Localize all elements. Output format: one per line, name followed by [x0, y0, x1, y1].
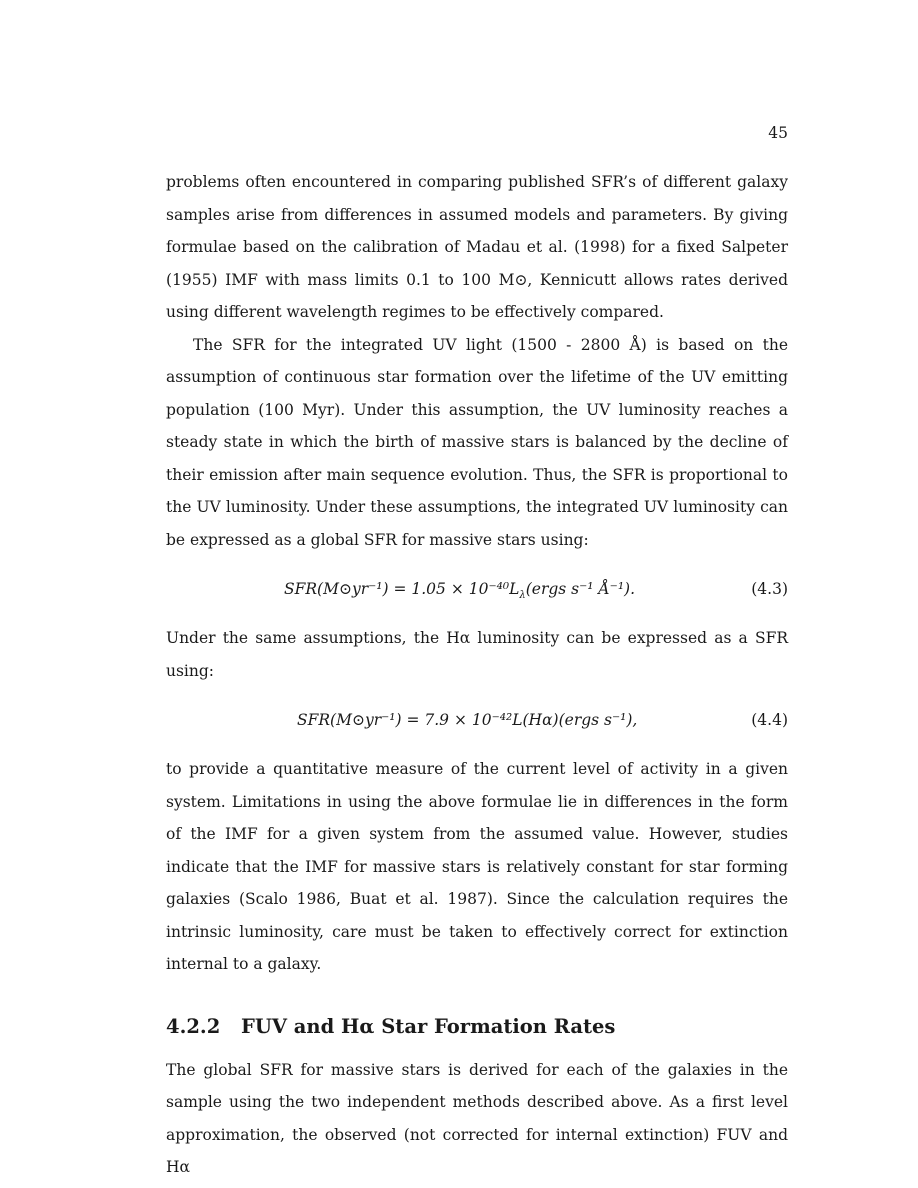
page-body	[166, 166, 788, 1184]
paragraph-1: problems often encountered in comparing published SFR’s of different galaxy samples arise from differences in assumed models and parameters. By giving formulae based on the calibration of Madau et al. (1998) for a fixed Salpeter (1955) IMF with mass limits 0.1 to 100 M⊙, Kennicutt allows rates derived using different wavelength regimes to be effectively compared.	[166, 173, 788, 321]
paragraph-3: Under the same assumptions, the Hα luminosity can be expressed as a SFR using:	[166, 629, 788, 680]
paragraph-4: to provide a quantitative measure of the current level of activity in a given system. Limitations in using the above formulae lie in differences in the form of the IMF for a given system from the assumed value. However, studies indicate that the IMF for massive stars is relatively constant for star forming galaxies (Scalo 1986, Buat et al. 1987). Since the calculation requires the intrinsic luminosity, care must be taken to effectively correct for extinction internal to a galaxy.	[166, 760, 788, 973]
page-number: 45	[768, 124, 788, 142]
paragraph-5: The global SFR for massive stars is derived for each of the galaxies in the sample using the two independent methods described above. As a first level approximation, the observed (not corrected for internal extinction) FUV and Hα	[166, 1060, 788, 1176]
section-number: 4.2.2	[166, 1014, 221, 1038]
equation-4-4	[166, 687, 788, 753]
equation-number: (4.4)	[751, 711, 788, 729]
equation-4-3	[166, 556, 788, 622]
equation-4-4-body: SFR(M⊙yr⁻¹) = 7.9 × 10⁻⁴²L(Hα)(ergs s⁻¹),	[297, 711, 638, 729]
section-title: FUV and Hα Star Formation Rates	[241, 1014, 616, 1038]
equation-number: (4.3)	[751, 580, 788, 598]
paragraph-2: The SFR for the integrated UV light (1500 - 2800 Å) is based on the assumption of continuous star formation over the lifetime of the UV emitting population (100 Myr). Under this assumption, the UV luminosity reaches a steady state in which the birth of massive stars is balanced by the decline of their emission after main sequence evolution. Thus, the SFR is proportional to the UV luminosity. Under these assumptions, the integrated UV luminosity can be expressed as a global SFR for massive stars using:	[166, 335, 788, 549]
equation-4-3-body: SFR(M⊙yr⁻¹) = $1.05 \times 10^{-40}L_\lambda(ergs$ s⁻¹ Å⁻¹).	[284, 580, 636, 602]
section-heading	[166, 1015, 788, 1038]
